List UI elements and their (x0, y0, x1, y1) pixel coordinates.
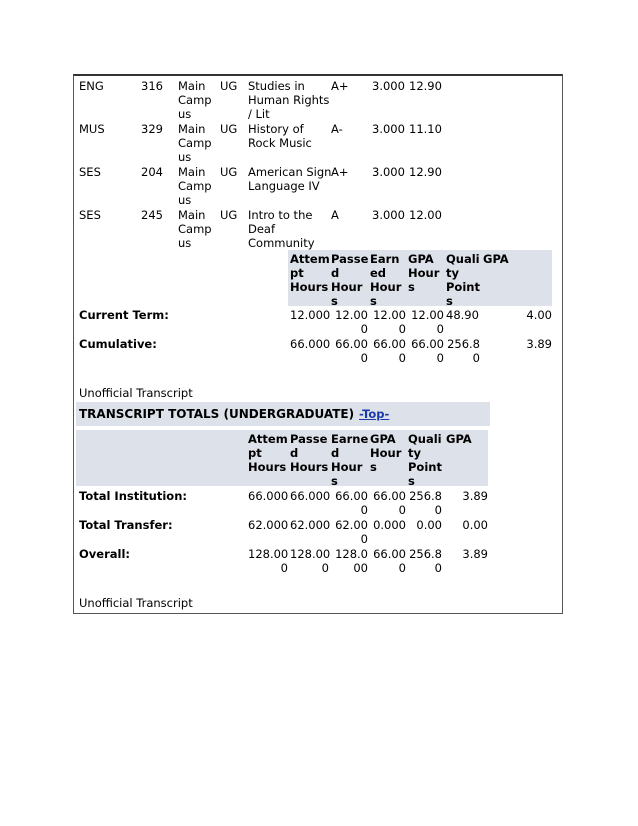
transcript-frame (73, 74, 563, 614)
course-title: American Sign Language IV (248, 165, 332, 193)
totals-header-earned: Earne d Hour s (331, 432, 369, 488)
totals-header-gpa: GPA (446, 432, 472, 446)
course-grade: A (331, 208, 339, 222)
totals-row-label: Overall: (79, 547, 130, 561)
totals-attempt: 128.00 0 (248, 547, 289, 575)
totals-row-label: Total Transfer: (79, 518, 173, 532)
course-subject: MUS (79, 122, 105, 136)
totals-attempt: 66.000 (248, 489, 289, 503)
course-title: History of Rock Music (248, 122, 312, 150)
totals-quality: 256.8 0 (409, 547, 442, 575)
term-passed: 66.00 0 (335, 337, 368, 365)
term-gpa-hours: 12.00 0 (411, 308, 444, 336)
course-level: UG (220, 208, 238, 222)
term-passed: 12.00 0 (335, 308, 368, 336)
totals-header-gpa-hours: GPA Hour s (370, 432, 402, 474)
term-gpa: 4.00 (526, 308, 552, 322)
unofficial-transcript-label: Unofficial Transcript (79, 596, 193, 610)
totals-gpa: 3.89 (462, 547, 488, 561)
course-number: 204 (141, 165, 163, 179)
course-credit: 3.000 (372, 122, 405, 136)
term-earned: 66.00 0 (373, 337, 406, 365)
totals-quality: 256.8 0 (409, 489, 442, 517)
course-credit: 3.000 (372, 79, 405, 93)
course-quality: 12.90 (409, 79, 442, 93)
course-credit: 3.000 (372, 165, 405, 179)
totals-row-label: Total Institution: (79, 489, 187, 503)
term-gpa-hours: 66.00 0 (411, 337, 444, 365)
term-header-attempt: Attem pt Hours (290, 252, 330, 294)
totals-earned: 66.00 0 (335, 489, 368, 517)
totals-gpa-hours: 66.00 0 (373, 547, 406, 575)
course-grade: A+ (331, 165, 349, 179)
unofficial-transcript-label: Unofficial Transcript (79, 386, 193, 400)
course-campus: Main Camp us (178, 79, 212, 121)
course-subject: SES (79, 165, 101, 179)
course-grade: A+ (331, 79, 349, 93)
course-quality: 12.90 (409, 165, 442, 179)
term-header-gpa: GPA (483, 252, 509, 266)
term-gpa: 3.89 (526, 337, 552, 351)
course-level: UG (220, 165, 238, 179)
course-quality: 11.10 (409, 122, 442, 136)
course-campus: Main Camp us (178, 208, 212, 250)
totals-quality: 0.00 (416, 518, 442, 532)
totals-attempt: 62.000 (248, 518, 289, 532)
course-campus: Main Camp us (178, 122, 212, 164)
course-subject: ENG (79, 79, 104, 93)
term-row-label: Cumulative: (79, 337, 157, 351)
totals-gpa: 3.89 (462, 489, 488, 503)
totals-earned: 128.0 00 (335, 547, 368, 575)
term-row-label: Current Term: (79, 308, 169, 322)
totals-earned: 62.00 0 (335, 518, 368, 546)
term-header-gpa-hours: GPA Hour s (408, 252, 440, 294)
term-header-quality: Quali ty Point s (446, 252, 480, 308)
course-grade: A- (331, 122, 343, 136)
course-title: Studies in Human Rights / Lit (248, 79, 330, 121)
totals-passed: 66.000 (290, 489, 331, 503)
term-header-passed: Passe d Hour s (331, 252, 369, 308)
term-attempt: 66.000 (290, 337, 331, 351)
course-number: 245 (141, 208, 163, 222)
course-level: UG (220, 122, 238, 136)
totals-header-passed: Passe d Hours (290, 432, 329, 474)
course-campus: Main Camp us (178, 165, 212, 207)
term-quality: 48.90 (446, 308, 479, 322)
totals-passed: 62.000 (290, 518, 331, 532)
totals-title: TRANSCRIPT TOTALS (UNDERGRADUATE) (79, 407, 355, 421)
totals-header-attempt: Attem pt Hours (248, 432, 288, 474)
term-attempt: 12.000 (290, 308, 331, 322)
totals-header-quality: Quali ty Point s (408, 432, 442, 488)
course-number: 329 (141, 122, 163, 136)
course-subject: SES (79, 208, 101, 222)
course-credit: 3.000 (372, 208, 405, 222)
course-number: 316 (141, 79, 163, 93)
course-level: UG (220, 79, 238, 93)
course-quality: 12.00 (409, 208, 442, 222)
term-header-earned: Earn ed Hour s (370, 252, 402, 308)
totals-gpa-hours: 66.00 0 (373, 489, 406, 517)
totals-gpa: 0.00 (462, 518, 488, 532)
totals-passed: 128.00 0 (290, 547, 331, 575)
term-quality: 256.8 0 (447, 337, 480, 365)
term-earned: 12.00 0 (373, 308, 406, 336)
course-title: Intro to the Deaf Community (248, 208, 315, 250)
totals-gpa-hours: 0.000 (373, 518, 406, 532)
top-link[interactable]: -Top- (359, 407, 390, 421)
